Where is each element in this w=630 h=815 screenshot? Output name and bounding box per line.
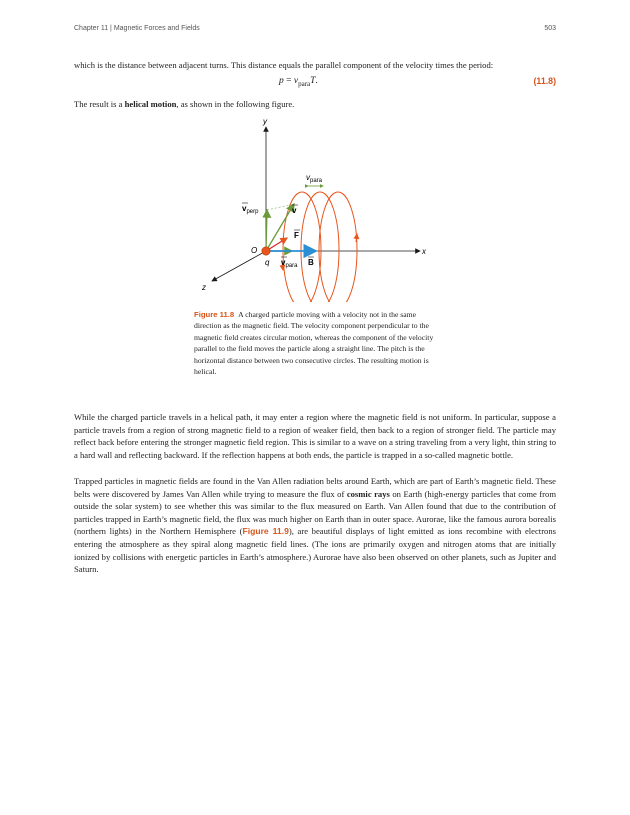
v-para-bottom-label: $v_{para}$: [281, 258, 298, 269]
equation-11-8: [74, 76, 556, 90]
v-para-top-label: $v_{para}$: [306, 173, 323, 184]
charge-label: q: [265, 258, 270, 267]
helix-loop-1: [283, 192, 321, 302]
b-field-label: B: [308, 258, 314, 267]
origin-label: O: [251, 246, 258, 255]
y-axis-label: y: [263, 117, 267, 126]
figure-caption: [194, 309, 434, 377]
helix-diagram: [195, 112, 435, 302]
figure-11-9-link[interactable]: Figure 11.9: [242, 526, 289, 537]
z-axis: [212, 251, 266, 281]
magnetic-bottle-paragraph: While the charged particle travels in a helical path, it may enter a region where the magnetic field is not uniform. In particular, suppose a particle travels from a region of strong magnetic field to a region of weaker field, then back to a region of stronger field. The particle may reflect back before entering the stronger magnetic field region. This is similar to a wave on a string traveling from a very light, thin string to a hard wall and reflecting backward. If the reflection happens at both ends, the particle is trapped in a so-called magnetic bottle.: [74, 412, 556, 460]
helix-loop-3: [319, 192, 357, 302]
van-allen-paragraph: Trapped particles in magnetic fields are found in the Van Allen radiation belts around Earth, which are part of Earth’s magnetic field. These belts were discovered by James Van Allen while trying to measure the flux of cosmic rays on Earth (high-energy particles that come from outside the solar system) to see whether this was similar to the flux measured on Earth. Van Allen found that due to the contribution of particles trapped in Earth’s magnetic field, the flux was much higher on Earth than in outer space. Aurorae, like the famous aurora borealis (northern lights) in the Northern Hemisphere (Figure 11.9), are beautiful displays of light emitted as ions recombine with electrons entering the atmosphere as they spiral along magnetic field lines. (The ions are primarily oxygen and nitrogen atoms that are initially ionized by collisions with energetic particles in Earth’s atmosphere.) Aurorae have also been observed on other planets, such as Jupiter and Saturn.: [74, 476, 557, 575]
force-label: F: [294, 231, 299, 240]
figure-label: Figure 11.8: [194, 310, 235, 319]
equation-number: (11.8): [533, 76, 556, 86]
v-perp-label: $v_{perp}$: [242, 204, 259, 215]
equation-math: $p = v_{para}T$.: [279, 76, 318, 88]
x-axis-label: x: [422, 247, 426, 256]
intro-paragraph: which is the distance between adjacent turns. This distance equals the parallel component of the velocity times the period:: [74, 60, 494, 70]
running-header: [74, 25, 556, 32]
cosmic-rays-term: cosmic rays: [346, 488, 390, 499]
caption-text: A charged particle moving with a velocity not in the same direction as the magnetic field. The velocity component perpendicular to the magnetic field creates circular motion, whereas the component of the velocity parallel to the field moves the particle along a straight line. The pitch is the horizontal distance between two consecutive circles. The resulting motion is helical.: [194, 310, 434, 377]
z-axis-label: z: [202, 283, 206, 292]
chapter-title: Chapter 11 | Magnetic Forces and Fields: [74, 25, 200, 32]
v-vector: [266, 204, 294, 251]
charge-q: [262, 247, 270, 255]
helix-loop-2: [301, 192, 339, 302]
figure-helical-motion: [195, 112, 435, 302]
v-label: v: [292, 206, 297, 215]
result-paragraph: The result is a helical motion, as shown in the following figure.: [74, 99, 295, 109]
helical-motion-term: helical motion: [124, 99, 177, 109]
page-number: 503: [544, 25, 556, 32]
